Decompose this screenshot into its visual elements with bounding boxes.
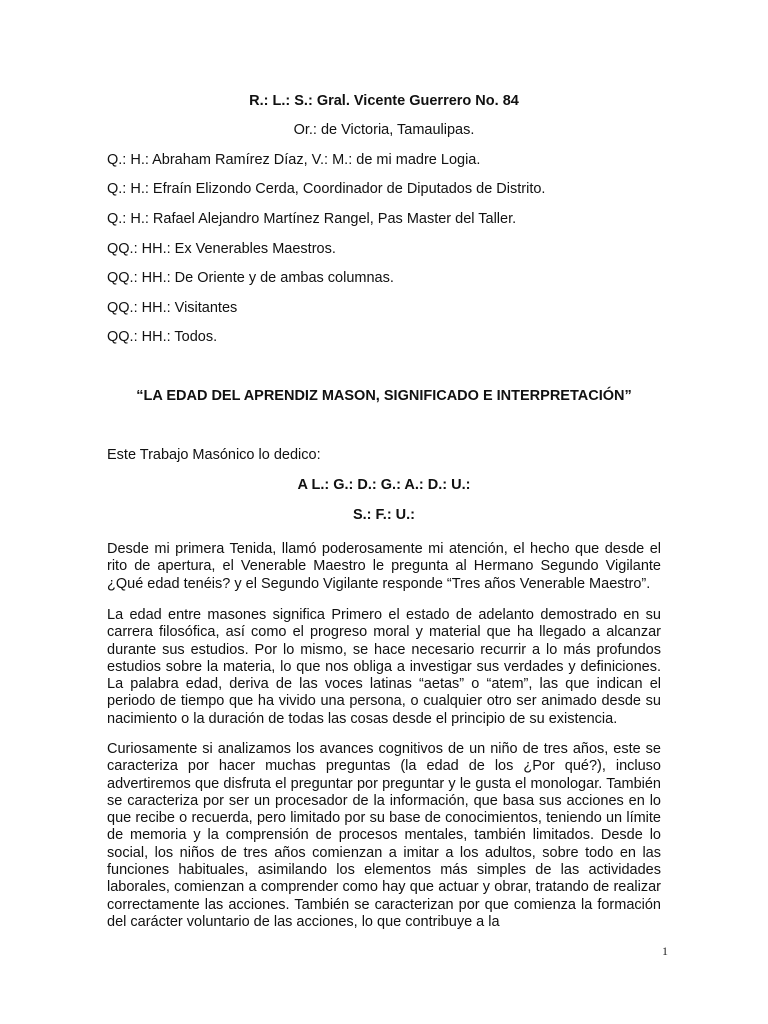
- salutation-line: Q.: H.: Efraín Elizondo Cerda, Coordinador de Diputados de Distrito.: [107, 181, 546, 197]
- dedication-line: A L.: G.: D.: G.: A.: D.: U.:: [297, 477, 471, 493]
- dedication-line: S.: F.: U.:: [352, 507, 416, 523]
- document-title: “LA EDAD DEL APRENDIZ MASON, SIGNIFICADO E INTERPRETACIÓN”: [136, 388, 632, 404]
- body-paragraph: Curiosamente si analizamos los avances cognitivos de un niño de tres años, este se caracteriza por hacer muchas preguntas (la edad de los ¿Por qué?), incluso advertiremos que disfruta el preguntar por preguntar y le gusta el monologar. También se caracteriza por ser un procesador de la información, que basa sus acciones en lo que recibe o recuerda, pero limitado por su base de conocimientos, teniendo un límite de memoria y la comprensión de procesos mentales, también limitados. Desde lo social, los niños de tres años comienzan a imitar a los adultos, sobre todo en las funciones habituales, asimilando los elementos más simples de las actividades laborales, comienzan a comprender como hay que actuar y obrar, tratando de realizar correctamente las acciones. También se caracterizan por que comienza la formación del carácter voluntario de las acciones, lo que contribuye a la: [107, 741, 661, 930]
- orient-line: Or.: de Victoria, Tamaulipas.: [293, 122, 475, 138]
- salutation-line: QQ.: HH.: De Oriente y de ambas columnas.: [107, 270, 394, 286]
- body-paragraph: Desde mi primera Tenida, llamó poderosamente mi atención, el hecho que desde el rito de apertura, el Venerable Maestro le pregunta al Hermano Segundo Vigilante ¿Qué edad tenéis? y el Segundo Vigilante responde “Tres años Venerable Maestro”.: [107, 541, 661, 592]
- salutation-line: Q.: H.: Rafael Alejandro Martínez Rangel, Pas Master del Taller.: [107, 211, 517, 227]
- salutation-line: QQ.: HH.: Todos.: [107, 329, 218, 345]
- dedication-intro: Este Trabajo Masónico lo dedico:: [107, 447, 321, 463]
- salutation-line: QQ.: HH.: Visitantes: [107, 300, 238, 316]
- body-paragraph: La edad entre masones significa Primero el estado de adelanto demostrado en su carrera filosófica, así como el progreso moral y material que ha llegado a alcanzar durante sus estudios. Por lo mismo, se hace necesario recurrir a lo más profundos estudios sobre la materia, lo que nos obliga a investigar sus verdades y definiciones. La palabra edad, deriva de las voces latinas “aetas” o “atem”, las que indican el periodo de tiempo que ha vivido una persona, o cualquier otro ser animado desde su nacimiento o la duración de todas las cosas desde el principio de su existencia.: [107, 607, 661, 727]
- lodge-heading: R.: L.: S.: Gral. Vicente Guerrero No. 84: [249, 93, 519, 109]
- salutation-line: QQ.: HH.: Ex Venerables Maestros.: [107, 241, 336, 257]
- salutation-line: Q.: H.: Abraham Ramírez Díaz, V.: M.: de mi madre Logia.: [107, 152, 481, 168]
- page-number: 1: [662, 944, 668, 958]
